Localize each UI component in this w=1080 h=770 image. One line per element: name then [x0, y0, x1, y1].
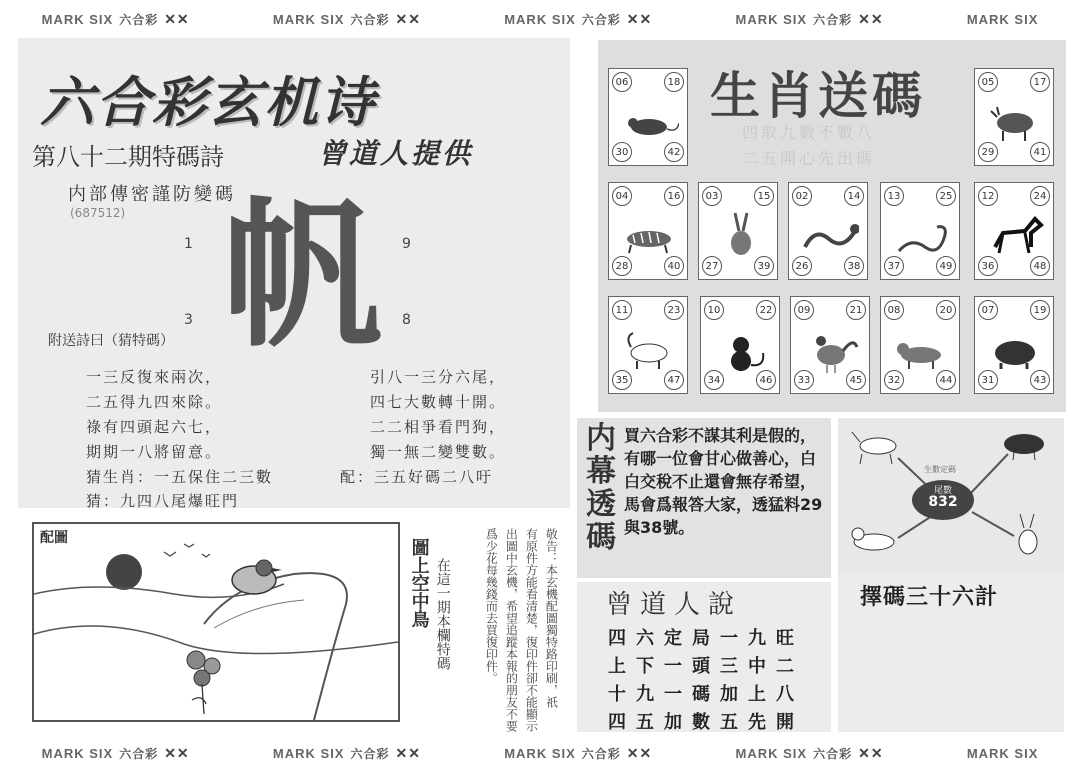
zodiac-number: 40: [664, 256, 684, 276]
poem-line-left: 祿有四頭起六七，: [86, 418, 223, 436]
zodiac-number: 49: [936, 256, 956, 276]
dog-icon: [891, 321, 951, 373]
saying-line: 十九一碼加上八: [608, 684, 804, 705]
saying-line: 四六定局一九旺: [608, 628, 804, 649]
picture-caption: 圖上空中鳥: [408, 538, 430, 628]
tiger-icon: [619, 207, 679, 259]
zodiac-card-horse: [974, 182, 1054, 280]
zodiac-number: 15: [754, 186, 774, 206]
zodiac-number: 30: [612, 142, 632, 162]
zodiac-number: 17: [1030, 72, 1050, 92]
tail-value: 832: [928, 494, 958, 510]
zodiac-number: 46: [756, 370, 776, 390]
zodiac-number: 27: [702, 256, 722, 276]
zodiac-card-rabbit: [698, 182, 778, 280]
zodiac-number: 47: [664, 370, 684, 390]
poem-heading: 附送詩曰（猜特碼）: [48, 333, 174, 349]
zodiac-card-dog: [880, 296, 960, 394]
tail-label: 尾數: [933, 486, 952, 496]
saying-title: 曾道人說: [606, 590, 743, 620]
number-bottom-left: 3: [184, 312, 193, 328]
bird-landscape-illustration: [34, 524, 398, 720]
monkey-icon: [711, 321, 771, 373]
zodiac-number: 04: [612, 186, 632, 206]
zodiac-card-dragon: [788, 182, 868, 280]
zodiac-number: 18: [664, 72, 684, 92]
zodiac-number: 13: [884, 186, 904, 206]
zodiac-card-pig: [974, 296, 1054, 394]
zodiac-number: 36: [978, 256, 998, 276]
rat-icon: [619, 93, 679, 145]
zodiac-number: 43: [1030, 370, 1050, 390]
goat-icon: [619, 321, 679, 373]
guess-zodiac: 猜生肖：一五保住二三數: [86, 468, 274, 486]
zodiac-number: 34: [704, 370, 724, 390]
notice-column: 有原件方能看清楚，復印件卻不能顯示: [524, 528, 539, 732]
poem-line-right: 二二相爭看門狗，: [370, 418, 507, 436]
zodiac-number: 37: [884, 256, 904, 276]
zodiac-title: 生肖送碼: [710, 67, 926, 125]
zodiac-number: 28: [612, 256, 632, 276]
zodiac-number: 19: [1030, 300, 1050, 320]
zodiac-number: 03: [702, 186, 722, 206]
notice-column: 爲少花每幾錢而去買復印件。: [484, 528, 499, 684]
zodiac-number: 41: [1030, 142, 1050, 162]
notice-column: 敬告：本玄機配圖獨特路印刷，祇: [544, 528, 559, 708]
zodiac-number: 25: [936, 186, 956, 206]
zodiac-number: 05: [978, 72, 998, 92]
saying-line: 四五加數五先開: [608, 712, 804, 733]
zodiac-number: 48: [1030, 256, 1050, 276]
zodiac-card-snake: [880, 182, 960, 280]
number-top-right: 9: [402, 236, 411, 252]
riddle-character: 帆: [222, 182, 383, 369]
zodiac-number: 08: [884, 300, 904, 320]
zodiac-number: 33: [794, 370, 814, 390]
dragon-icon: [799, 207, 859, 259]
poem-line-left: 期期一八將留意。: [86, 443, 223, 461]
zodiac-number: 31: [978, 370, 998, 390]
zodiac-card-ox: [974, 68, 1054, 166]
poem-line-left: 一三反復來兩次，: [86, 368, 223, 386]
zodiac-card-tiger: [608, 182, 688, 280]
tail-tag: 生數定碼: [924, 465, 956, 474]
watermark-strip-top: MARK SIX 六合彩 ✕✕ MARK SIX 六合彩 ✕✕ MARK SIX 六合彩 ✕✕ MARK SIX 六合彩 ✕✕ MARK SIX: [41, 10, 1039, 27]
provider-title: 曾道人提供: [318, 137, 474, 170]
zodiac-card-rat: [608, 68, 688, 166]
zodiac-number: 45: [846, 370, 866, 390]
picture-label: 配圖: [40, 530, 68, 546]
horse-icon: [985, 207, 1045, 259]
guess-tail: 猜：九四八尾爆旺門: [86, 492, 240, 510]
inside-tip-char: 碼: [586, 520, 616, 555]
number-bottom-right: 8: [402, 312, 411, 328]
zodiac-card-goat: [608, 296, 688, 394]
tail-number-badge: [912, 480, 974, 520]
zodiac-number: 21: [846, 300, 866, 320]
zodiac-number: 14: [844, 186, 864, 206]
zodiac-number: 29: [978, 142, 998, 162]
rabbit-icon: [709, 207, 769, 259]
ox-icon: [985, 93, 1045, 145]
inside-tip-text: 買六合彩不謀其利是假的，有哪一位會甘心做善心，白白交稅不止還會無存希望，馬會爲報答大家，透猛料29與38號。: [624, 426, 823, 537]
notice-column: 出圖中玄機，希望追蹤本報的朋友不要: [504, 528, 519, 732]
poem-line-right: 四七大數轉十開。: [370, 393, 507, 411]
inside-tip-char: 透: [586, 487, 616, 522]
issue-title: 第八十二期特碼詩: [32, 143, 224, 171]
zodiac-number: 24: [1030, 186, 1050, 206]
zodiac-subtitle: 四取九數不數八: [742, 123, 876, 142]
number-top-left: 1: [184, 236, 193, 252]
poem-line-right: 獨一無二變雙數。: [370, 443, 507, 461]
poem-line-left: 二五得九四來除。: [86, 393, 223, 411]
zodiac-number: 35: [612, 370, 632, 390]
zodiac-number: 02: [792, 186, 812, 206]
zodiac-card-monkey: [700, 296, 780, 394]
rooster-icon: [801, 321, 861, 373]
snake-icon: [891, 207, 951, 259]
zodiac-number: 44: [936, 370, 956, 390]
pair-line: 配：三五好碼二八吁: [340, 468, 494, 486]
secret-line: 内部傳密謹防變碼: [68, 184, 236, 205]
zodiac-number: 10: [704, 300, 724, 320]
zodiac-number: 23: [664, 300, 684, 320]
picture-caption-2: 在這一期本欄特碼: [434, 558, 451, 670]
zodiac-number: 16: [664, 186, 684, 206]
zodiac-number: 11: [612, 300, 632, 320]
pig-icon: [985, 321, 1045, 373]
watermark-strip-bottom: MARK SIX 六合彩 ✕✕ MARK SIX 六合彩 ✕✕ MARK SIX 六合彩 ✕✕ MARK SIX 六合彩 ✕✕ MARK SIX: [41, 744, 1039, 761]
inside-tip-char: 幕: [586, 454, 616, 489]
zodiac-number: 38: [844, 256, 864, 276]
secret-code: (687512): [70, 206, 126, 220]
saying-line: 上下一頭三中二: [608, 656, 804, 677]
zodiac-number: 22: [756, 300, 776, 320]
zodiac-number: 42: [664, 142, 684, 162]
zodiac-number: 26: [792, 256, 812, 276]
zodiac-number: 09: [794, 300, 814, 320]
inside-tip-char: 内: [586, 421, 616, 456]
zodiac-number: 07: [978, 300, 998, 320]
zodiac-number: 39: [754, 256, 774, 276]
riddle-picture: [32, 522, 400, 722]
zodiac-number: 20: [936, 300, 956, 320]
strategy-title: 擇碼三十六計: [860, 585, 999, 610]
inside-tip-title: [582, 422, 620, 554]
zodiac-number: 32: [884, 370, 904, 390]
zodiac-card-rooster: [790, 296, 870, 394]
zodiac-subtitle: 二五開心先出碼: [742, 149, 876, 168]
poem-line-right: 引八一三分六尾，: [370, 368, 507, 386]
main-title: 六合彩玄机诗: [40, 71, 376, 134]
zodiac-number: 06: [612, 72, 632, 92]
zodiac-number: 12: [978, 186, 998, 206]
